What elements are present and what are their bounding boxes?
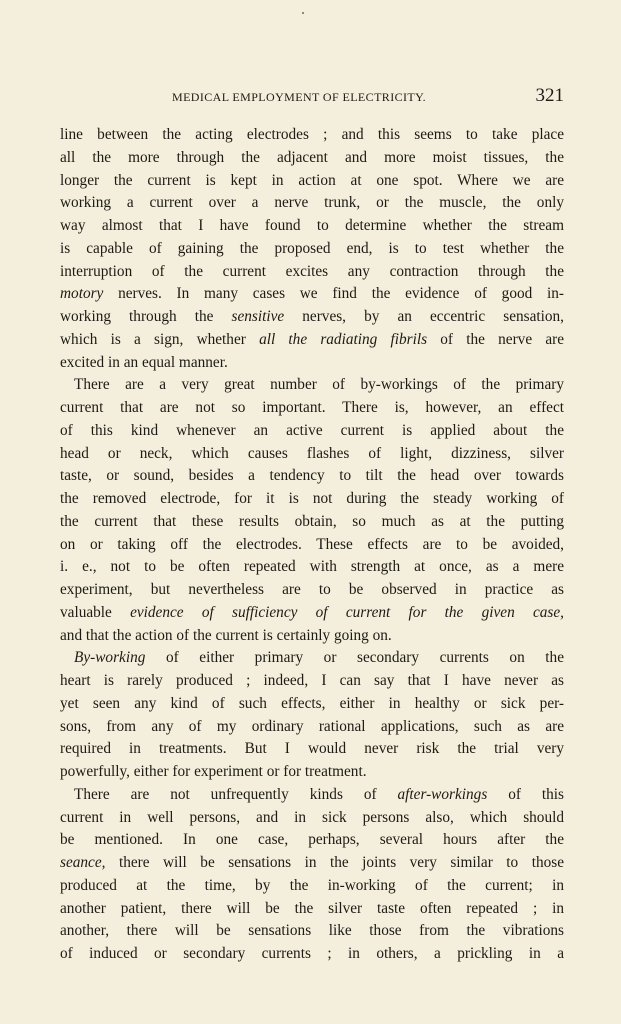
text-line — [60, 192, 564, 215]
italic-phrase: sensitive — [231, 308, 285, 325]
page-number: 321 — [535, 85, 564, 106]
text-line — [60, 647, 564, 670]
text-run: valuable — [60, 603, 131, 621]
text-run: and that the action of the current is certainly going on. — [60, 626, 392, 644]
text-line — [60, 124, 564, 147]
italic-phrase: evidence of sufficiency of current for the given case, — [130, 603, 564, 621]
text-run: nerves. In many cases we find the evidence of good in- — [103, 285, 564, 303]
text-run: all the more through the adjacent and more moist tissues, the — [60, 148, 564, 166]
page-header — [60, 86, 564, 108]
text-run: heart is rarely produced ; indeed, I can say that I have never as — [60, 672, 564, 689]
text-run: yet seen any kind of such effects, either in healthy or sick per- — [60, 694, 564, 712]
text-line — [60, 352, 564, 375]
text-run: taste, or sound, besides a tendency to tilt the head over towards — [60, 467, 564, 485]
text-line — [60, 670, 564, 693]
text-run: which is a sign, whether — [60, 330, 260, 348]
text-line — [60, 716, 564, 739]
text-line — [60, 625, 564, 648]
text-run: head or neck, which causes flashes of light, dizziness, silver — [60, 444, 564, 462]
text-line — [60, 420, 564, 443]
text-line — [60, 306, 564, 329]
text-line — [60, 829, 564, 852]
text-run: powerfully, either for experiment or for treatment. — [60, 763, 367, 780]
text-line — [60, 329, 564, 352]
text-line — [60, 238, 564, 261]
text-line — [60, 784, 564, 807]
text-line — [60, 875, 564, 898]
paper-speck — [302, 12, 304, 14]
text-run: the removed electrode, for it is not during the steady working of — [60, 490, 564, 507]
text-run: of induced or secondary currents ; in others, a prickling in a — [60, 945, 564, 962]
text-line — [60, 898, 564, 921]
text-run: current that are not so important. There is, however, an effect — [60, 399, 564, 416]
text-run: produced at the time, by the in-working of the current; in — [60, 876, 564, 894]
text-line — [60, 920, 564, 943]
text-run: another, there will be sensations like those from the vibrations — [60, 922, 564, 940]
text-line — [60, 852, 564, 875]
text-line — [60, 488, 564, 511]
body-text — [60, 124, 564, 966]
text-run: excited in an equal manner. — [60, 353, 228, 371]
text-run: longer the current is kept in action at one spot. Where we are — [60, 171, 564, 189]
text-line — [60, 761, 564, 784]
text-run: is capable of gaining the proposed end, is to test whether the — [60, 239, 564, 257]
text-run: working through the — [60, 308, 232, 325]
running-head: MEDICAL EMPLOYMENT OF ELECTRICITY. — [172, 90, 427, 104]
italic-phrase: motory — [60, 285, 104, 303]
text-line — [60, 261, 564, 284]
text-run: on or taking off the electrodes. These effects are to be avoided, — [60, 535, 564, 553]
text-run: the current that these results obtain, so much as at the putting — [60, 512, 564, 530]
text-run: required in treatments. But I would never risk the trial very — [60, 740, 564, 758]
text-run: another patient, there will be the silver taste often repeated ; in — [60, 899, 564, 917]
text-line — [60, 147, 564, 170]
text-line — [60, 556, 564, 579]
text-run: working a current over a nerve trunk, or the muscle, the only — [60, 194, 564, 212]
text-run: sons, from any of my ordinary rational applications, such as are — [60, 717, 564, 735]
text-line — [60, 283, 564, 306]
text-run: There are a very great number of by-workings of the primary — [74, 376, 564, 394]
text-run: experiment, but nevertheless are to be observed in practice as — [60, 581, 564, 598]
italic-phrase: after-workings — [397, 785, 488, 803]
text-line — [60, 215, 564, 238]
text-run: way almost that I have found to determine whether the stream — [60, 217, 564, 234]
text-run: There are not unfrequently kinds of — [74, 785, 398, 803]
text-run: i. e., not to be often repeated with strength at once, as a mere — [60, 558, 564, 576]
text-run: of the nerve are — [427, 330, 564, 348]
text-run: interruption of the current excites any contraction through the — [60, 262, 564, 280]
text-run: of either primary or secondary currents on the — [145, 649, 564, 667]
italic-phrase: By-working — [74, 649, 146, 667]
text-run: line between the acting electrodes ; and this seems to take place — [60, 126, 564, 143]
text-run: be mentioned. In one case, perhaps, several hours after the — [60, 831, 564, 849]
text-line — [60, 465, 564, 488]
text-line — [60, 534, 564, 557]
text-line — [60, 693, 564, 716]
text-line — [60, 807, 564, 830]
text-line — [60, 579, 564, 602]
text-line — [60, 511, 564, 534]
text-run: of this kind whenever an active current is applied about the — [60, 421, 564, 439]
text-line — [60, 738, 564, 761]
text-run: there will be sensations in the joints very similar to those — [105, 854, 564, 871]
text-line — [60, 397, 564, 420]
text-line — [60, 374, 564, 397]
text-run: nerves, by an eccentric sensation, — [284, 308, 564, 325]
text-line — [60, 443, 564, 466]
text-line — [60, 170, 564, 193]
text-run: current in well persons, and in sick persons also, which should — [60, 808, 564, 826]
text-run: of this — [487, 785, 564, 803]
italic-phrase: seance, — [60, 854, 106, 871]
text-line — [60, 602, 564, 625]
text-line — [60, 943, 564, 966]
italic-phrase: all the radiating fibrils — [259, 330, 428, 348]
